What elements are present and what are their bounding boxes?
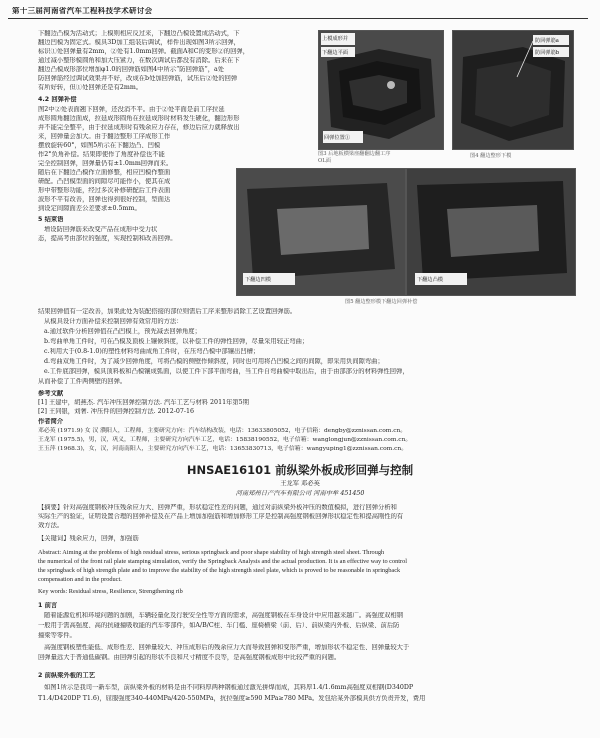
- body-line: e.工件底部回弹，模具顶料板和凸模镶成弧面，以使工件下部平面弯曲，当工件自弯曲模中取出后，由于由部部分的材料弹性回弹，: [44, 368, 409, 375]
- body-line: b.弯曲单角工件时，可在凸模及顶板上镶候斜度，以补偿工件的弹性回弹，尽量采用较正弯曲；: [44, 338, 309, 345]
- body-line: d.弯曲双角工件时，为了减少回弹角度，可将凸模的侧壁作倾斜度，同时也可用将凸凹模之间的间隙，即采用负间隙弯曲；: [44, 358, 384, 365]
- body-line: 波形不平有改善，回弹也得到很好控制，型面达: [38, 196, 171, 203]
- body-line: T1.4/D420DP T1.6)，屈服强度340-440MPa/420-550MPa，抗拉强度≥590 MPa≥780 MPa。发包给某外部模具供方负责开发，费用: [38, 695, 426, 702]
- body-line: a.通过软件分析回弹值在凸凹模上，预先减去回弹角度；: [44, 328, 201, 335]
- body-line: 完全控制回弹，回弹量仍有±1.0mm回弹而来。: [38, 160, 173, 167]
- abstract-line: 效方法。: [38, 522, 64, 529]
- fig5-tag: 下翻边凹模: [245, 277, 271, 283]
- abstract-line: 【摘要】针对高强度钢板冲压残余应力大、回弹严重，形状稳定性差的问题，通过对前纵梁外板冲压的数值模拟，进行回弹分析和: [38, 504, 397, 511]
- running-header: 第十三届河南省汽车工程科技学术研讨会: [12, 7, 153, 15]
- keywords-en: Key words: Residual stress, Resilience, Strengthening rib: [38, 588, 183, 595]
- abstract-line: the numerical of the front rail plate stamping simulation, verify the Springback Analysis and the actual production. It is an effective way to control: [38, 558, 408, 565]
- body-line: 增设防回弹筋来改变产品在成形中受力状: [44, 226, 158, 233]
- author-bio-title: 作者简介: [38, 418, 64, 425]
- body-line: 研配。凸凹模型面的间隙尽可能作小，使其在成: [38, 178, 171, 185]
- body-line: 图2中②处表面翘下回弹，还没消不平。由于②处平面是前工序拉延: [38, 106, 225, 113]
- body-line: 撞梁等零件。: [38, 632, 76, 639]
- body-line: 有所好转，但①处回弹还是有2mm。: [38, 84, 143, 91]
- section-5-title: 5 结束语: [38, 216, 64, 223]
- figure-3-image: [318, 30, 444, 150]
- figure-5-caption: 图5 翻边整形模下翻边回弹补偿: [345, 299, 418, 305]
- section-4-2-title: 4.2 回弹补偿: [38, 96, 77, 103]
- figure-5-graphic: [237, 169, 575, 295]
- section-2-title: 2 前纵梁外板的工艺: [38, 672, 95, 679]
- fig5-tag: 下翻边凸模: [417, 277, 443, 283]
- body-line: 形中带整形功能，经过多次补修研配后工件表面: [38, 187, 171, 194]
- author-bio: 邓必英 (1971.9) 女 汉 濮阳人，工程师，主要研究方向：汽车结构改装，电话：13633805052，电子信箱：dengby@zznissan.com.cn。: [38, 428, 407, 434]
- body-line: 成形圆角翻边面成，拉延成形圆角在拉延成形时材料发生硬化，翻边形形: [38, 115, 240, 122]
- reference-item: [2] 王同银，刘奢. 冲压件的回弹控制方法. 2012-07-16: [38, 408, 194, 415]
- body-line: 从模具设计方面补偿来控制回弹有效常用的方法：: [44, 318, 183, 325]
- keywords-cn: 【关键词】残余应力，回弹，加强筋: [38, 535, 139, 542]
- body-line: 一般用于需高强度、高的抗碰撞吸收能的汽车零部件，如A/B/C柱、车门槛、座椅横梁（前、后）、前纵梁内外板、后纵梁、前后防: [38, 622, 400, 629]
- figure-5-image: [236, 168, 576, 296]
- header-rule: [8, 18, 588, 19]
- references-title: 参考文献: [38, 390, 64, 397]
- figure-4-image: [452, 30, 574, 150]
- body-line: 摆放旋转60°，如图5所示在下翻边凸、凹模: [38, 142, 161, 149]
- fig3-tag: 下翻边平面: [322, 50, 348, 56]
- body-line: 到设定间隙面差公差要求±0.5mm。: [38, 205, 141, 212]
- figure-3-caption: 图3 后地板横梁座翻翻边翻工序: [318, 151, 391, 157]
- author-bio: 王龙军 (1975.5)，男，汉，巩义，工程师，主要研究方向汽车工艺，电话：15838190552，电子信箱：wanglongjun@zznissan.com.cn。: [38, 437, 412, 443]
- body-line: 作2°负角补偿。结果即使作了角度补偿也不能: [38, 151, 165, 158]
- figure-3-caption-sub: OL面: [318, 158, 331, 164]
- body-line: 通过减小整形模圆角和加大压紧力，在数次调试后都没有消除。后来在下: [38, 57, 240, 64]
- reference-item: [1] 王建中，胡燕杰. 汽车冲压回弹控制方法. 汽车工艺与材料 2011年第5期: [38, 399, 249, 406]
- body-line: 随着能源危机和环境问题的加剧，车辆轻量化及行驶安全性等方面的需求，高强度钢板在车身设计中应用越来越广。高强度双相钢: [44, 612, 403, 619]
- abstract-line: compensation and in the product.: [38, 576, 122, 583]
- body-line: 下翻边凸模为活动式；上模则相应反过来，下翻边凸模设置成活动式，下: [38, 30, 240, 37]
- article-authors: 王龙军 邓必英: [280, 480, 320, 487]
- body-line: 态，提高考由部位的强度，实现控制和改善回弹。: [38, 235, 177, 242]
- fig3-tag: 回弹位置①: [324, 135, 350, 141]
- intro-title: 1 前言: [38, 602, 58, 609]
- body-line: 如图1所示是我司一新车型，前纵梁外板的材料是由不同料厚两种钢板通过激光拼焊而成，其料厚1.4/1.6mm高强度双相钢(D340DP: [44, 684, 414, 691]
- author-bio: 王玉萍 (1968.3)，女，汉，河南南阳人，主要研究方向汽车工艺，电话：13653830713，电子信箱：wangyuping1@zznissan.com.cn。: [38, 446, 408, 452]
- body-line: 从而补偿了工件两侧壁的回弹。: [38, 378, 127, 385]
- body-line: 回弹量远大于普通低碳钢。由回弹引起的形状不良和尺寸精度不良等，是高强度钢板成形中比较严重的问题。: [38, 654, 341, 661]
- article-affiliation: 河南郑州日产汽车有限公司 河南中牟 451450: [235, 490, 365, 497]
- body-line: 来，回弹量会加大。由于翻边整形工序成形工作: [38, 133, 171, 140]
- body-line: 结果回弹值有一定改善，加果此处为装配搭接的部位则需后工序来整形消除工艺设置回弹筋。: [38, 308, 297, 315]
- body-line: 随后在下翻边凸模作立面修整，相应凹模作整面: [38, 169, 171, 176]
- article-title: HNSAE16101 前纵梁外板成形回弹与控制: [186, 463, 414, 477]
- body-line: c.利用大于(0.8-1.0)的塑性材料弯曲成角工件时，在压弯凸模中部镶出凹槽；: [44, 348, 260, 355]
- abstract-line: 实际生产的验证，证明设置合理的回弹补偿及在产品上增加加强筋和增加修形工序是控制高强度钢板回弹形状稳定性和提高刚性的有: [38, 513, 404, 520]
- abstract-line: Abstract: Aiming at the problems of high residual stress, serious springback and poor shape stability of high strength steel sheet. Through: [38, 549, 385, 556]
- abstract-line: the springback of high strength plate and to improve the stability of the high strength steel plate, which is proved to be reasonable in springback: [38, 567, 401, 574]
- body-line: 翻边凹模为固定式。模具3D加工组装后调试，样件出现如图3所示回弹，: [38, 39, 240, 46]
- figure-4-caption: 图4 翻边整形下模: [470, 153, 512, 159]
- fig4-tag: 防回弹筋b: [535, 50, 560, 56]
- body-line: 防回弹筋经过调试效果并不好，改成在b处加回弹筋，试压后②处的回弹: [38, 75, 238, 82]
- body-line: 翻边凸模成形部位增加φ1.0的回弹筋如图4中所示“防回弹筋”，a处: [38, 66, 225, 73]
- fig3-tag: 上模成形并: [322, 36, 348, 42]
- body-line: 高强度钢板塑性能低、成形性差、回弹量较大、冲压成形后的残余应力大而导致回弹和变形严重，增加形状不稳定性、回弹量较大于: [44, 644, 410, 651]
- body-line: 并不能完全整平，由于拉延成形时有残余应力存在，修边后应力就释放出: [38, 124, 240, 131]
- fig4-tag: 防回弹筋a: [535, 38, 559, 44]
- body-line: 标识①处回弹量有2mm，②处有1.0mm回弹。截面A和C的变形②的回弹，: [38, 48, 249, 55]
